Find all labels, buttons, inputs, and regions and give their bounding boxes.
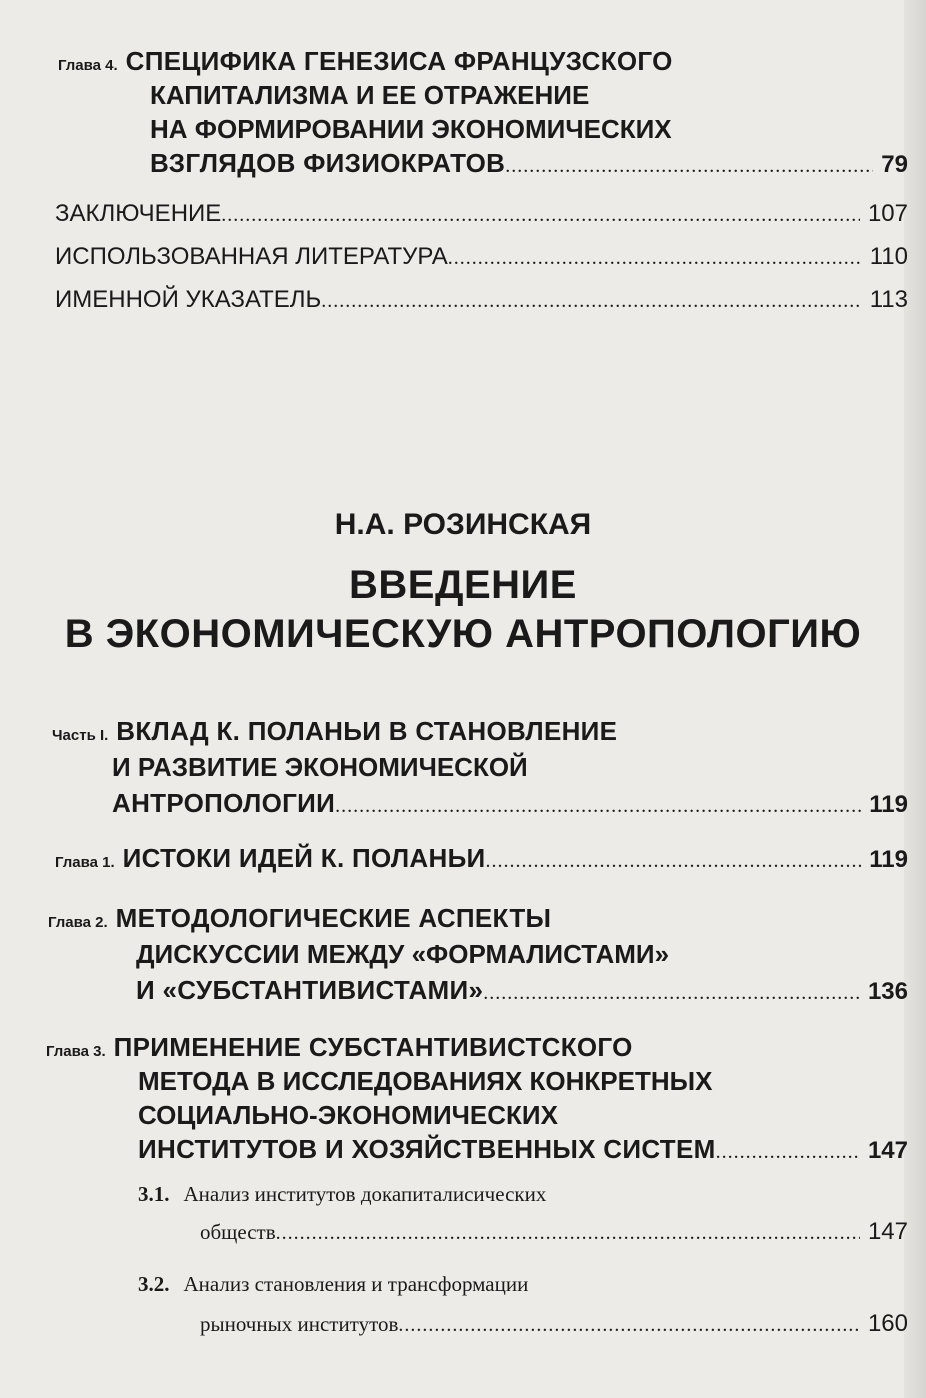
dot-leader — [276, 1222, 860, 1245]
toc-entry-section31-last-line — [200, 1218, 908, 1246]
dot-leader — [483, 982, 860, 1005]
chapter-label: Глава 1. — [55, 854, 115, 871]
page-number: 110 — [869, 243, 908, 270]
chapter-title: ИСТОКИ ИДЕЙ К. ПОЛАНЬИ — [122, 843, 486, 873]
chapter-label: Глава 2. — [48, 914, 108, 931]
chapter-title-line: МЕТОДОЛОГИЧЕСКИЕ АСПЕКТЫ — [115, 903, 552, 933]
section-title-line: Анализ институтов докапиталисических — [183, 1182, 547, 1206]
chapter-title-line: ВЗГЛЯДОВ ФИЗИОКРАТОВ — [150, 148, 506, 178]
entry-title: ЗАКЛЮЧЕНИЕ — [55, 200, 222, 227]
chapter-title-line: МЕТОДА В ИССЛЕДОВАНИЯХ КОНКРЕТНЫХ — [138, 1066, 713, 1096]
book-author: Н.А. РОЗИНСКАЯ — [334, 508, 592, 541]
dot-leader — [486, 850, 862, 873]
page-number: 147 — [867, 1137, 908, 1164]
toc-entry-section32-last-line — [200, 1310, 908, 1338]
toc-entry-part1-last-line — [112, 788, 908, 819]
dot-leader — [321, 290, 861, 313]
chapter-title-line: ДИСКУССИИ МЕЖДУ «ФОРМАЛИСТАМИ» — [136, 939, 670, 969]
part-title-line: ВКЛАД К. ПОЛАНЬИ В СТАНОВЛЕНИЕ — [116, 716, 618, 746]
toc-entry-index — [55, 286, 908, 314]
toc-entry-part1 — [52, 716, 906, 747]
dot-leader — [221, 204, 860, 227]
section-title-line: обществ — [200, 1220, 276, 1244]
toc-entry-chapter2-last-line — [136, 975, 908, 1006]
page-number: 160 — [867, 1310, 908, 1337]
chapter-label: Глава 4. — [58, 57, 118, 74]
chapter-title-line: СПЕЦИФИКА ГЕНЕЗИСА ФРАНЦУЗСКОГО — [125, 46, 673, 76]
part-title-line: АНТРОПОЛОГИИ — [112, 788, 336, 818]
chapter-title-line: СОЦИАЛЬНО-ЭКОНОМИЧЕСКИХ — [138, 1100, 558, 1130]
chapter-title-line: НА ФОРМИРОВАНИИ ЭКОНОМИЧЕСКИХ — [150, 114, 672, 144]
chapter-title-line: КАПИТАЛИЗМА И ЕЕ ОТРАЖЕНИЕ — [150, 80, 590, 110]
book-title-line-1: ВВЕДЕНИЕ — [349, 563, 577, 607]
dot-leader — [335, 795, 861, 818]
entry-title: ИМЕННОЙ УКАЗАТЕЛЬ — [55, 286, 322, 313]
page-number: 119 — [869, 846, 908, 873]
toc-entry-chapter3 — [46, 1032, 906, 1063]
entry-title: ИСПОЛЬЗОВАННАЯ ЛИТЕРАТУРА — [55, 243, 448, 270]
toc-entry-section32 — [138, 1272, 896, 1297]
chapter-title-line: ПРИМЕНЕНИЕ СУБСТАНТИВИСТСКОГО — [113, 1032, 633, 1062]
section-number: 3.2. — [138, 1272, 170, 1296]
dot-leader — [448, 247, 862, 270]
page-number: 107 — [867, 200, 908, 227]
part-label: Часть I. — [52, 727, 109, 744]
page-number: 79 — [881, 151, 908, 178]
toc-entry-chapter1 — [55, 843, 908, 874]
toc-entry-literature — [55, 243, 908, 271]
toc-entry-conclusion — [55, 200, 908, 228]
toc-entry-section31 — [138, 1182, 896, 1207]
page-number: 147 — [867, 1218, 908, 1245]
toc-entry-chapter3-last-line — [138, 1134, 908, 1165]
chapter-label: Глава 3. — [46, 1043, 106, 1060]
toc-entry-chapter4 — [58, 46, 906, 77]
toc-entry-chapter2 — [48, 903, 906, 934]
section-title-line: Анализ становления и трансформации — [183, 1272, 529, 1296]
dot-leader — [505, 155, 873, 178]
section-title-line: рыночных институтов — [200, 1312, 399, 1336]
book-title-line-2: В ЭКОНОМИЧЕСКУЮ АНТРОПОЛОГИЮ — [64, 612, 862, 656]
dot-leader — [716, 1141, 860, 1164]
page-number: 113 — [869, 286, 908, 313]
page-number: 119 — [869, 791, 908, 818]
chapter-title-line: И «СУБСТАНТИВИСТАМИ» — [136, 975, 484, 1005]
section-number: 3.1. — [138, 1182, 170, 1206]
part-title-line: И РАЗВИТИЕ ЭКОНОМИЧЕСКОЙ — [112, 752, 528, 782]
page-number: 136 — [867, 978, 908, 1005]
dot-leader — [398, 1314, 860, 1337]
chapter-title-line: ИНСТИТУТОВ И ХОЗЯЙСТВЕННЫХ СИСТЕМ — [138, 1134, 716, 1164]
toc-entry-chapter4-last-line — [150, 148, 908, 179]
